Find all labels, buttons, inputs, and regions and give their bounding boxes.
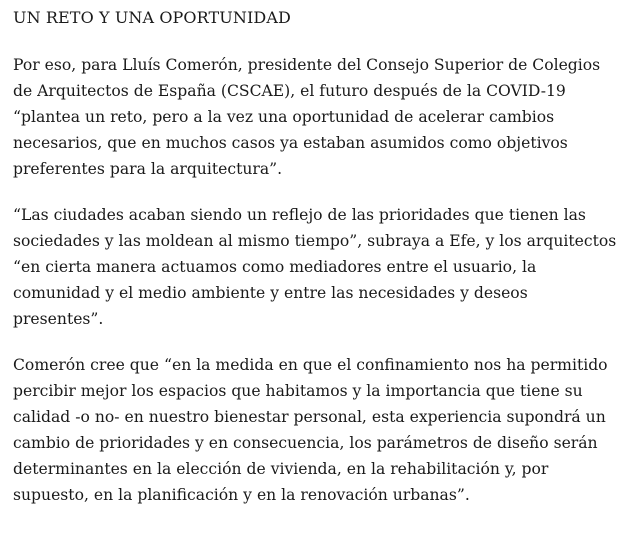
article-body <box>13 6 618 508</box>
paragraph-2: “Las ciudades acaban siendo un reflejo de las prioridades que tienen las sociedades y las moldean al mismo tiempo”, subraya a Efe, y los arquitectos “en cierta manera actuamos como mediadores entre el usuario, la comunidad y el medio ambiente y entre las necesidades y deseos presentes”. <box>13 206 617 328</box>
section-heading: UN RETO Y UNA OPORTUNIDAD <box>13 8 291 27</box>
paragraph-3: Comerón cree que “en la medida en que el confinamiento nos ha permitido percibir mejor los espacios que habitamos y la importancia que tiene su calidad -o no- en nuestro bienestar personal, esta experiencia supondrá un cambio de prioridades y en consecuencia, los parámetros de diseño serán determinantes en la elección de vivienda, en la rehabilitación y, por supuesto, en la planificación y en la renovación urbanas”. <box>13 356 608 504</box>
paragraph-1: Por eso, para Lluís Comerón, presidente del Consejo Superior de Colegios de Arquitectos de España (CSCAE), el futuro después de la COVID-19 “plantea un reto, pero a la vez una oportunidad de acelerar cambios necesarios, que en muchos casos ya estaban asumidos como objetivos preferentes para la arquitectura”. <box>13 56 601 178</box>
